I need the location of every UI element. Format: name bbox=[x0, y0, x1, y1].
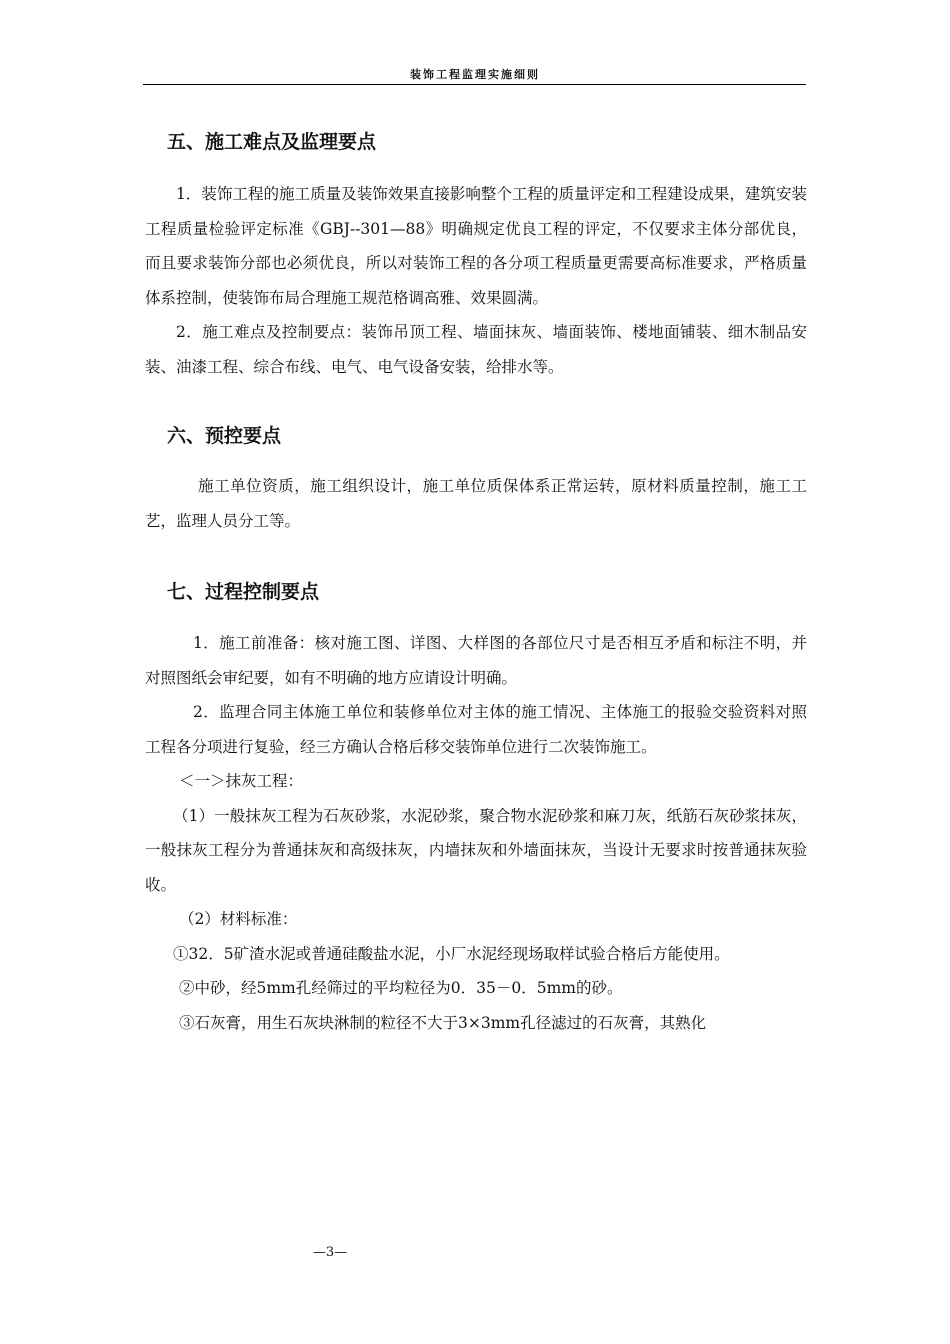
running-header-title: 装饰工程监理实施细则 bbox=[410, 68, 540, 81]
subsection-heading: ＜一＞抹灰工程： bbox=[179, 772, 304, 790]
section-heading-5: 五、施工难点及监理要点 bbox=[167, 131, 377, 153]
section-heading-7: 七、过程控制要点 bbox=[167, 581, 320, 603]
paragraph: 2．监理合同主体施工单位和装修单位对主体的施工情况、主体施工的报验交验资料对照工程各分项进行复验，经三方确认合格后移交装饰单位进行二次装饰施工。 bbox=[145, 703, 807, 756]
paragraph: 施工单位资质，施工组织设计，施工单位质保体系正常运转，原材料质量控制，施工工艺，监理人员分工等。 bbox=[145, 477, 807, 530]
paragraph: 1．装饰工程的施工质量及装饰效果直接影响整个工程的质量评定和工程建设成果，建筑安装工程质量检验评定标准《GBJ--301—88》明确规定优良工程的评定，不仅要求主体分部优良，而且要求装饰分部也必须优良，所以对装饰工程的各分项工程质量更需要高标准要求，严格质量体系控制，使装饰布局合理施工规范格调高雅、效果圆满。 bbox=[145, 185, 807, 307]
page-number: —3— bbox=[312, 1245, 348, 1260]
paragraph: 1．施工前准备：核对施工图、详图、大样图的各部位尺寸是否相互矛盾和标注不明，并对照图纸会审纪要，如有不明确的地方应请设计明确。 bbox=[145, 634, 807, 687]
paragraph: 2．施工难点及控制要点：装饰吊顶工程、墙面抹灰、墙面装饰、楼地面铺装、细木制品安装、油漆工程、综合布线、电气、电气设备安装，给排水等。 bbox=[145, 323, 807, 376]
document-body bbox=[145, 128, 807, 1040]
paragraph: ②中砂，经5mm孔经筛过的平均粒径为0．35－0．5mm的砂。 bbox=[179, 979, 623, 997]
paragraph: ①32．5矿渣水泥或普通硅酸盐水泥，小厂水泥经现场取样试验合格后方能使用。 bbox=[173, 944, 730, 963]
paragraph: ③石灰膏，用生石灰块淋制的粒径不大于3×3mm孔径滤过的石灰膏，其熟化 bbox=[179, 1013, 707, 1032]
section-heading-6: 六、预控要点 bbox=[167, 425, 282, 447]
paragraph: （1）一般抹灰工程为石灰砂浆，水泥砂浆，聚合物水泥砂浆和麻刀灰，纸筋石灰砂浆抹灰，一般抹灰工程分为普通抹灰和高级抹灰，内墙抹灰和外墙面抹灰，当设计无要求时按普通抹灰验收。 bbox=[145, 806, 807, 894]
paragraph: （2）材料标准： bbox=[179, 910, 298, 928]
header-divider bbox=[143, 84, 806, 85]
